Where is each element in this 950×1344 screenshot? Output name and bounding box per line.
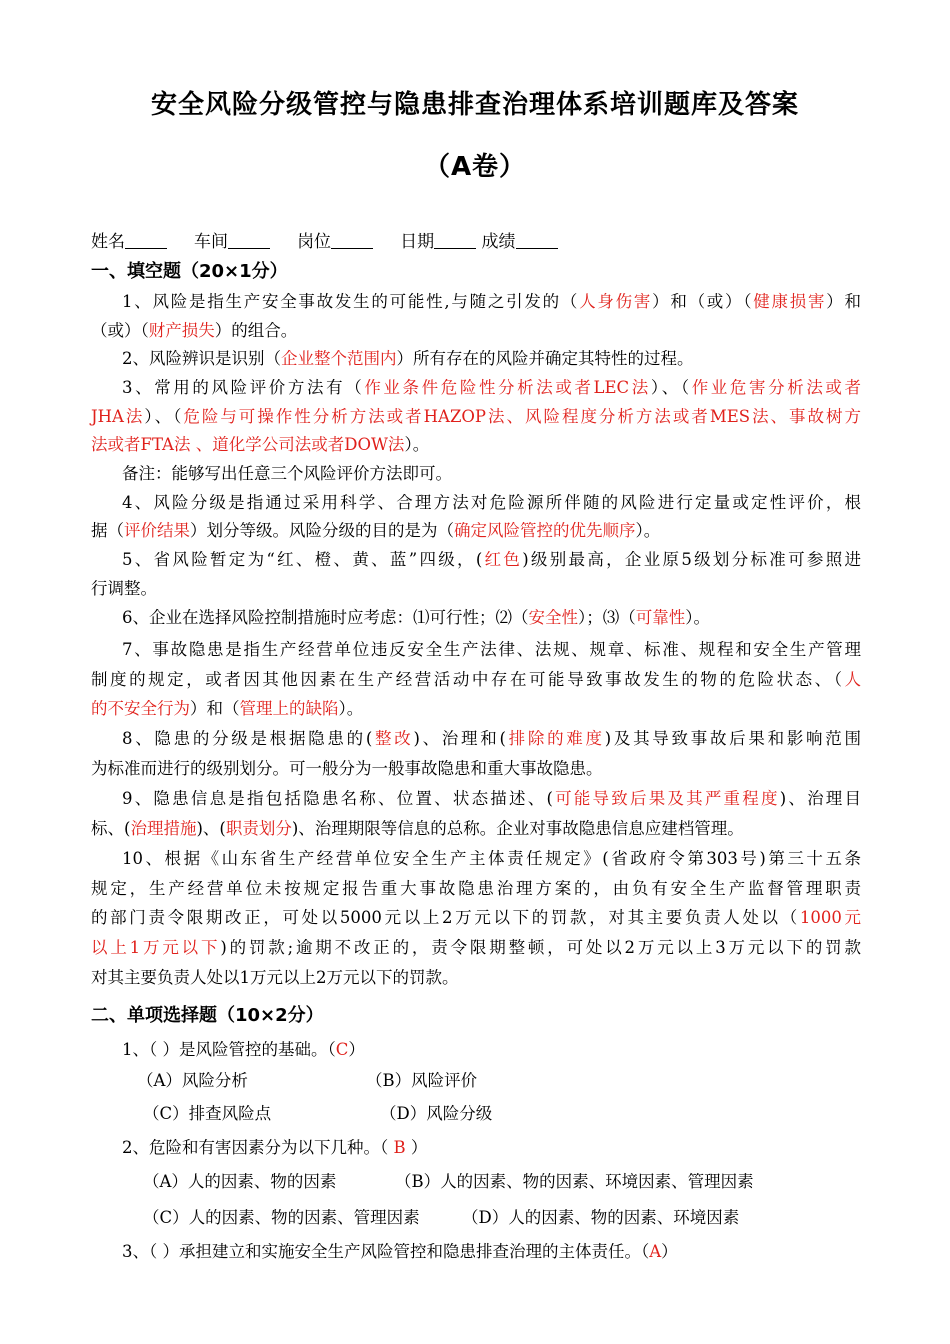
text-segment: ） — [348, 1040, 365, 1059]
name-label: 姓名 — [91, 232, 125, 252]
answer-text: 企业整个范围内 — [281, 349, 397, 368]
document-title: 安全风险分级管控与隐患排查治理体系培训题库及答案 — [150, 90, 799, 120]
answer-text: 整改 — [372, 729, 414, 748]
text-segment: ）；⑶（ — [578, 608, 636, 627]
mc-q1-option-c: （C）排查风险点 — [143, 1104, 272, 1123]
text-segment: ）的组合。 — [214, 321, 298, 340]
text-segment: 1、（ ）是风险管控的基础。（ — [122, 1040, 336, 1059]
name-blank[interactable] — [125, 233, 167, 249]
text-segment: 标、( — [91, 819, 131, 838]
answer-text: 确定风险管控的优先顺序 — [454, 521, 636, 540]
text-segment: ）、（ — [144, 407, 184, 426]
mc-q2-option-c: （C）人的因素、物的因素、管理因素 — [143, 1208, 420, 1227]
mc-q1-option-d: （D）风险分级 — [380, 1104, 493, 1123]
text-segment: 1、风险是指生产安全事故发生的可能性,与随之引发的（ — [122, 292, 580, 311]
q9-line2 — [91, 815, 861, 839]
text-segment: 6、企业在选择风险控制措施时应考虑：⑴可行性；⑵（ — [122, 608, 529, 627]
mc-q2-option-a: （A）人的因素、物的因素 — [143, 1172, 337, 1191]
text-segment: 9、隐患信息是指包括隐患名称、位置、状态描述、( — [122, 789, 553, 808]
score-label: 成绩 — [481, 232, 516, 252]
text-segment: )、治理期限等信息的总称。企业对事故隐患信息应建档管理。 — [291, 819, 744, 838]
q7-line3 — [91, 695, 861, 719]
text-segment: 5、省风险暂定为“红、橙、黄、蓝”四级，( — [122, 550, 483, 569]
text-segment: ）划分等级。风险分级的目的是为（ — [190, 521, 454, 540]
text-segment: 8、隐患的分级是根据隐患的( — [122, 729, 373, 748]
q8-line1 — [122, 725, 861, 749]
score-blank[interactable] — [516, 233, 558, 249]
q5-line2: 行调整。 — [91, 579, 157, 598]
workshop-blank[interactable] — [228, 233, 270, 249]
answer-text: 法或者FTA法 、道化学公司法或者DOW法 — [91, 435, 405, 454]
q6-line — [122, 604, 861, 628]
mc-q2-option-d: （D）人的因素、物的因素、环境因素 — [462, 1208, 740, 1227]
answer-text: 作业危害分析法或者 — [691, 378, 862, 397]
answer-text: C — [335, 1040, 349, 1059]
text-segment: 的部门责令限期改正，可处以5000元以上2万元以下的罚款，对其主要负责人处以（ — [91, 908, 800, 927]
answer-text: 红色 — [482, 550, 523, 569]
text-segment: ）和（ — [190, 699, 240, 718]
answer-text: B — [388, 1138, 411, 1157]
answer-text: 安全性 — [528, 608, 578, 627]
document-subtitle: （A卷） — [423, 152, 527, 182]
text-segment: ）、（ — [650, 378, 692, 397]
text-segment: 制度的规定，或者因其他因素在生产经营活动中存在可能导致事故发生的物的危险状态、（ — [91, 670, 845, 689]
text-segment: ）。 — [338, 699, 364, 718]
answer-text: 财产损失 — [148, 321, 215, 340]
mc-q3-stem — [122, 1238, 861, 1262]
q4-line1: 4、风险分级是指通过采用科学、合理方法对危险源所伴随的风险进行定量或定性评价，根 — [122, 493, 861, 512]
post-label: 岗位 — [297, 232, 332, 252]
answer-text: 危险与可操作性分析方法或者HAZOP法、风险程度分析方法或者MES法、事故树方 — [183, 407, 861, 426]
text-segment: （或）（ — [91, 321, 149, 340]
text-segment: ）。 — [635, 521, 661, 540]
text-segment: ） — [661, 1242, 678, 1261]
text-segment: )的罚款;逾期不改正的，责令限期整顿，可处以2万元以上3万元以下的罚款 — [220, 938, 861, 957]
text-segment: ）和 — [826, 292, 862, 311]
info-line — [91, 227, 558, 252]
text-segment: )、( — [196, 819, 226, 838]
answer-text: 健康损害 — [753, 292, 827, 311]
q3-line3 — [91, 431, 861, 455]
answer-text: 的不安全行为 — [91, 699, 190, 718]
answer-text: 职责划分 — [225, 819, 292, 838]
q7-line1: 7、事故隐患是指生产经营单位违反安全生产法律、法规、规章、标准、规程和安全生产管理 — [122, 640, 861, 659]
date-label: 日期 — [400, 232, 435, 252]
q7-line2 — [91, 666, 861, 690]
text-segment: 2、风险辨识是识别（ — [122, 349, 281, 368]
q9-line1 — [122, 785, 861, 809]
mc-q1-stem — [122, 1036, 861, 1060]
mc-q1-option-a: （A）风险分析 — [137, 1071, 248, 1090]
text-segment: 2、危险和有害因素分为以下几种。（ — [122, 1138, 389, 1157]
text-segment: ）。 — [404, 435, 430, 454]
section-heading-fill-blank: 一、填空题（20×1分） — [91, 261, 288, 282]
answer-text: JHA法 — [91, 407, 145, 426]
post-blank[interactable] — [331, 233, 373, 249]
q1-line1 — [122, 288, 861, 312]
workshop-label: 车间 — [194, 232, 229, 252]
text-segment: )级别最高，企业原5级划分标准可参照进 — [522, 550, 862, 569]
answer-text: 作业条件危险性分析法或者LEC法 — [364, 378, 651, 397]
q8-line2: 为标准而进行的级别划分。可一般分为一般事故隐患和重大事故隐患。 — [91, 759, 603, 778]
q3-line1 — [122, 374, 861, 398]
section-heading-single-choice: 二、单项选择题（10×2分） — [91, 1005, 324, 1026]
q10-line5: 对其主要负责人处以1万元以上2万元以下的罚款。 — [91, 968, 459, 987]
mc-q1-option-b: （B）风险评价 — [366, 1071, 478, 1090]
q10-line3 — [91, 904, 861, 928]
text-segment: ）所有存在的风险并确定其特性的过程。 — [396, 349, 694, 368]
answer-text: 可能导致后果及其严重程度 — [552, 789, 780, 808]
text-segment: )、治理和( — [413, 729, 506, 748]
q10-line2: 规定，生产经营单位未按规定报告重大事故隐患治理方案的，由负有安全生产监督管理职责 — [91, 879, 861, 898]
text-segment: ）。 — [685, 608, 710, 627]
q10-line4 — [91, 934, 861, 958]
date-blank[interactable] — [434, 233, 476, 249]
answer-text: 排除的难度 — [505, 729, 605, 748]
q5-line1 — [122, 546, 861, 570]
answer-text: 1000元 — [799, 908, 861, 927]
answer-text: 以上1万元以下 — [91, 938, 221, 957]
mc-q2-option-b: （B）人的因素、物的因素、环境因素、管理因素 — [395, 1172, 754, 1191]
text-segment: )、治理目 — [779, 789, 862, 808]
text-segment: 3、常用的风险评价方法有（ — [122, 378, 365, 397]
text-segment: ） — [410, 1138, 428, 1157]
answer-text: 可靠性 — [635, 608, 686, 627]
q1-line2 — [91, 317, 861, 341]
answer-text: 评价结果 — [124, 521, 190, 540]
text-segment: 据（ — [91, 521, 124, 540]
text-segment: ）和（或）（ — [652, 292, 754, 311]
answer-text: 人身伤害 — [579, 292, 653, 311]
q3-note: 备注：能够写出任意三个风险评价方法即可。 — [122, 464, 452, 483]
q10-line1: 10、根据《山东省生产经营单位安全生产主体责任规定》(省政府令第303号)第三十五条 — [122, 849, 861, 868]
answer-text: 管理上的缺陷 — [239, 699, 339, 718]
answer-text: 治理措施 — [130, 819, 197, 838]
answer-text: 人 — [844, 670, 861, 689]
text-segment: )及其导致事故后果和影响范围 — [604, 729, 861, 748]
q2-line — [122, 345, 861, 369]
q3-line2 — [91, 403, 861, 427]
mc-q2-stem — [122, 1134, 861, 1158]
text-segment: 3、（ ）承担建立和实施安全生产风险管控和隐患排查治理的主体责任。（ — [122, 1242, 650, 1261]
q4-line2 — [91, 517, 861, 541]
answer-text: A — [649, 1242, 662, 1261]
